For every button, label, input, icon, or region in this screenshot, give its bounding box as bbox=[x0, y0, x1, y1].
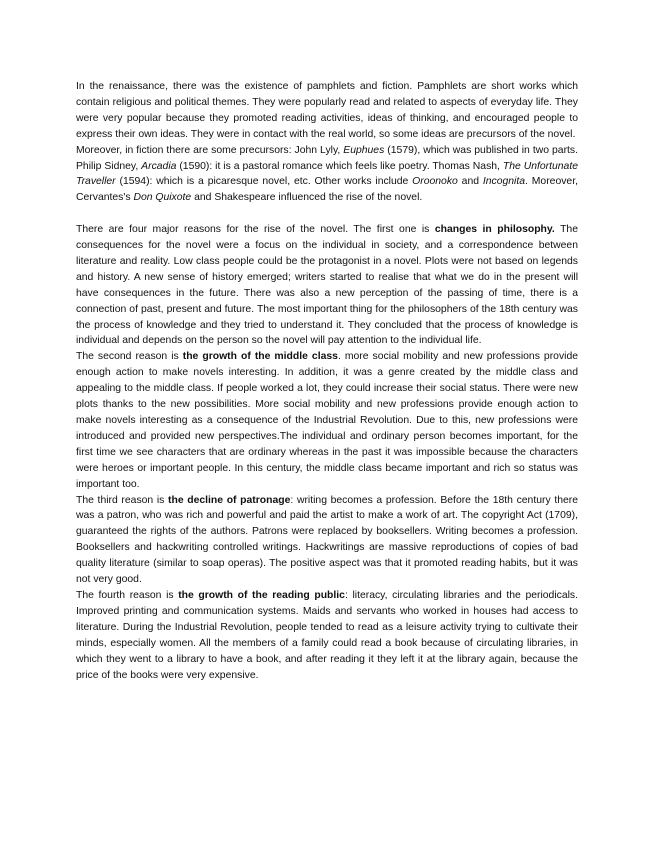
text-run: (1590): it is a pastoral romance which feels like poetry. Thomas Nash, bbox=[176, 160, 503, 172]
bold-term-middle-class: the growth of the middle class bbox=[182, 351, 338, 363]
text-run: There are four major reasons for the rise of the novel. The first one is bbox=[76, 224, 435, 236]
bold-term-changes-in-philosophy: changes in philosophy. bbox=[434, 224, 555, 236]
text-run: . Moreover, Cervantes's bbox=[76, 176, 578, 204]
paragraph-text: In the renaissance, there was the existence of pamphlets and fiction. Pamphlets are short works which contain religious and political themes. They were popularly read and related to aspects of everyday life. They were very popular because they promoted reading activities, ideas of thinking, and encouraged people to express their own ideas. They were in contact with the real world, so some ideas are precursors of the novel. bbox=[76, 81, 578, 140]
paragraph-precursors bbox=[76, 143, 578, 207]
paragraph-fourth-reason bbox=[76, 588, 578, 683]
italic-title-arcadia: Arcadia bbox=[141, 160, 177, 172]
italic-title-unfortunate-traveller: The Unfortunate Traveller bbox=[76, 160, 579, 188]
paragraph-first-reason bbox=[76, 222, 578, 349]
text-run: Moreover, in fiction there are some precursors: John Lyly, bbox=[76, 144, 344, 156]
text-run: The second reason is bbox=[76, 351, 183, 363]
text-run: and Shakespeare influenced the rise of the novel. bbox=[191, 192, 423, 204]
text-run: (1579), which was published in two parts. Philip Sidney, bbox=[76, 144, 578, 172]
italic-title-incognita: Incognita bbox=[482, 176, 526, 188]
text-run: (1594): which is a picaresque novel, etc. Other works include bbox=[115, 176, 413, 188]
italic-title-euphues: Euphues bbox=[343, 144, 385, 156]
paragraph-second-reason bbox=[76, 349, 578, 492]
bold-term-decline-of-patronage: the decline of patronage bbox=[168, 494, 291, 506]
text-run: The third reason is bbox=[76, 494, 169, 506]
text-run: : writing becomes a profession. Before the 18th century there was a patron, who was rich and powerful and paid the artist to make a work of art. The copyright Act (1709), guaranteed the rights of the authors. Patrons were replaced by booksellers. Writing becomes a profession. Booksellers and hackwriting controlled writings. Hackwritings are massive reproductions of copies of bad quality literature (similar to soap operas). The positive aspect was that it promoted reading habits, but it was not very good. bbox=[76, 494, 578, 586]
text-run: The consequences for the novel were a focus on the individual in society, and a correspondence between literature and reality. Low class people could be the protagonist in a novel. Plots were not based on legends and history. A new sense of history emerged; writers started to realise that what we do in the present will have consequences in the future. There was also a new perception of the passing of time, there is a connection of past, present and future. The most important thing for the philosophers of the 18th century was the process of knowledge and they tried to understand it. They concluded that the process of knowledge is individual and depends on the person so the novel will pay attention to the individual life. bbox=[76, 224, 578, 347]
paragraph-renaissance bbox=[76, 79, 578, 143]
text-run: The fourth reason is bbox=[76, 589, 179, 601]
text-run: . more social mobility and new professions provide enough action to make novels interesting. In addition, it was a genre created by the middle class and appealing to the middle class. If people worked a lot, they could increase their social status. There were new plots thanks to the new possibilities. More social mobility and new professions provide enough action to make novels interesting as a consequence of the Industrial Revolution. Due to this, new professions were introduced and provided new perspectives.The individual and ordinary person becomes important, for the first time we see characters that are ordinary whereas in the past it was impossible because the characters were heroes or important people. In this century, the middle class became important and rich so status was important too. bbox=[76, 351, 579, 490]
italic-title-oroonoko: Oroonoko bbox=[412, 176, 458, 188]
paragraph-third-reason bbox=[76, 493, 578, 588]
italic-title-don-quixote: Don Quixote bbox=[133, 192, 192, 204]
text-run: and bbox=[457, 176, 483, 188]
text-run: : literacy, circulating libraries and the periodicals. Improved printing and communication systems. Maids and servants who worked in houses had access to literature. During the Industrial Revolution, people tended to read as a leisure activity trying to cultivate their minds, especially women. All the members of a family could read a book because of circulating libraries, in which they went to a library to have a book, and after reading it they left it at the library again, because the price of the books were very expensive. bbox=[76, 589, 579, 681]
bold-term-reading-public: the growth of the reading public bbox=[178, 589, 345, 601]
document-page bbox=[76, 79, 578, 683]
paragraph-spacer bbox=[76, 206, 578, 222]
